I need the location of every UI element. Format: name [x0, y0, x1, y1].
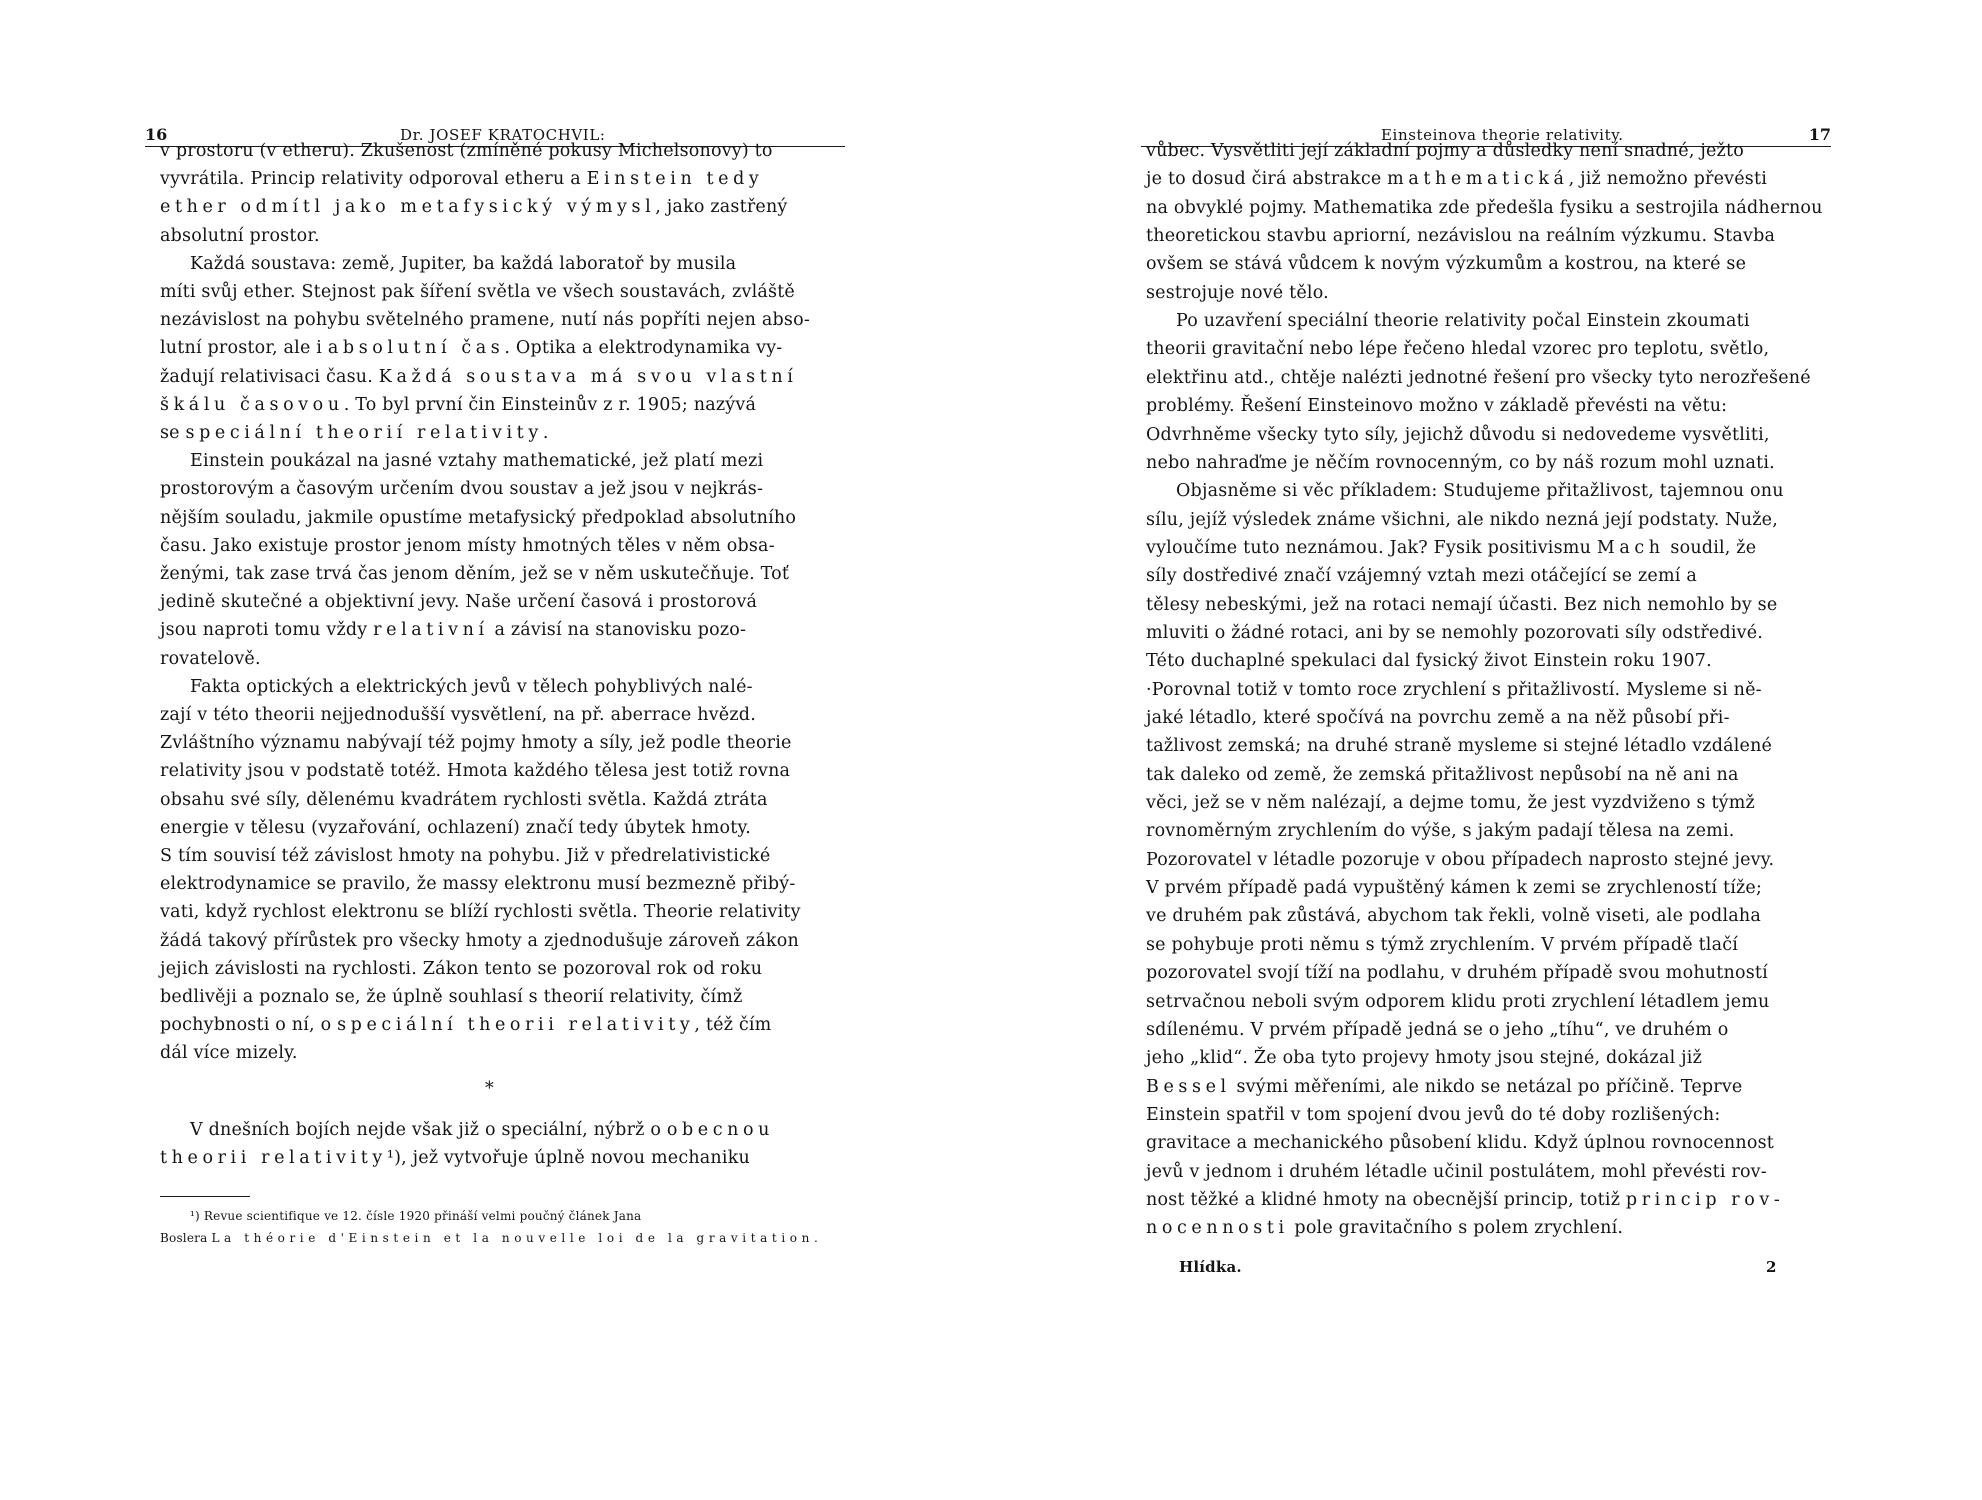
text-line: sestrojuje nové tělo. [1146, 282, 1329, 303]
text-line: theorii relativity¹), jež vytvořuje úplně novou mechaniku [160, 1148, 750, 1169]
text-line: věci, jež se v něm nalézají, a dejme tomu, že jest vyzdviženo s týmž [1146, 793, 1755, 814]
running-title: Einsteinova theorie relativity. [1381, 126, 1624, 144]
text-line: pochybnosti o ní, o speciální theorii relativity, též čím [160, 1015, 772, 1036]
text-line: relativity jsou v podstatě totéž. Hmota každého tělesa jest totiž rovna [160, 761, 791, 782]
text-line: absolutní prostor. [160, 225, 320, 246]
text-line: V prvém případě padá vypuštěný kámen k zemi se zrychleností tíže; [1146, 878, 1763, 899]
text-line: tak daleko od země, že zemská přitažlivost nepůsobí na ně ani na [1146, 764, 1739, 785]
running-title: Dr. JOSEF KRATOCHVIL: [400, 126, 606, 144]
text-line: mluviti o žádné rotaci, ani by se nemohly pozorovati síly odstředivé. [1146, 622, 1764, 643]
text-line: se pohybuje proti němu s týmž zrychlením. V prvém případě tlačí [1146, 934, 1739, 955]
text-line: Zvláštního významu nabývají též pojmy hmoty a síly, jež podle theorie [160, 733, 792, 754]
text-line: jejich závislosti na rychlosti. Zákon tento se pozoroval rok od roku [160, 958, 763, 979]
text-line: theoretickou stavbu apriorní, nezávislou na reálním výzkumu. Stavba [1146, 226, 1776, 247]
text-line: v prostoru (v etheru). Zkušenost (zmíněné pokusy Michelsonovy) to [160, 141, 773, 161]
text-line: jeho „klid“. Že oba tyto projevy hmoty jsou stejné, dokázal již [1146, 1048, 1703, 1069]
text-line: elektrodynamice se pravilo, že massy elektronu musí bezmezně přibý- [160, 874, 796, 895]
text-line: zají v této theorii nejjednodušší vysvětlení, na př. aberrace hvězd. [160, 705, 756, 725]
text-line: Fakta optických a elektrických jevů v tělech pohyblivých nalé- [190, 676, 753, 697]
footnote-line: Boslera La théorie d'Einstein et la nouvelle loi de la gravitation. [160, 1231, 818, 1245]
text-line: S tím souvisí též závislost hmoty na pohybu. Již v předrelativistické [160, 846, 771, 866]
text-line: theorii gravitační nebo lépe řečeno hledal vzorec pro teplotu, světlo, [1146, 339, 1770, 360]
text-line: jsou naproti tomu vždy relativní a závisí na stanovisku pozo- [160, 620, 747, 641]
text-line: rovatelově. [160, 648, 261, 669]
text-line: vůbec. Vysvětliti její základní pojmy a důsledky není snadné, ježto [1146, 141, 1744, 161]
text-line: míti svůj ether. Stejnost pak šíření světla ve všech soustavách, zvláště [160, 282, 795, 302]
text-line: nebo nahraďme je něčím rovnocenným, co by náš rozum mohl uznati. [1146, 452, 1775, 473]
text-line: žádá takový přírůstek pro všecky hmoty a zjednodušuje zároveň zákon [160, 930, 799, 951]
text-line: ·Porovnal totiž v tomto roce zrychlení s přitažlivostí. Mysleme si ně- [1146, 679, 1762, 700]
text-line: pozorovatel svojí tíží na podlahu, v druhém případě svou mohutností [1146, 963, 1768, 984]
text-line: lutní prostor, ale i absolutní čas. Optika a elektrodynamika vy- [160, 338, 783, 359]
text-line: Bessel svými měřeními, ale nikdo se netázal po příčině. Teprve [1146, 1076, 1743, 1097]
text-line: vati, když rychlost elektronu se blíží rychlosti světla. Theorie relativity [160, 902, 801, 923]
right-page [991, 0, 1982, 1500]
text-line: Objasněme si věc příkladem: Studujeme přitažlivost, tajemnou onu [1176, 481, 1784, 502]
sheet-number: 2 [1766, 1258, 1777, 1276]
text-line: obsahu své síly, dělenému kvadrátem rychlosti světla. Každá ztráta [160, 789, 768, 810]
text-line: V dnešních bojích nejde však již o speciální, nýbrž o obecnou [190, 1120, 775, 1140]
text-line: vyloučíme tuto neznámou. Jak? Fysik positivismu Mach soudil, že [1146, 537, 1757, 558]
text-line: rovnoměrným zrychlením do výše, s jakým padají tělesa na zemi. [1146, 821, 1735, 842]
text-line: sílu, jejíž výsledek známe všichni, ale nikdo nezná její podstaty. Nuže, [1146, 509, 1778, 530]
text-line: nost těžké a klidné hmoty na obecnější princip, totiž princip rov- [1146, 1189, 1785, 1210]
text-line: jedině skutečné a objektivní jevy. Naše určení časová i prostorová [160, 592, 758, 613]
text-line: sdílenému. V prvém případě jedná se o jeho „tíhu“, ve druhém o [1146, 1019, 1729, 1040]
footnote-line: ¹) Revue scientifique ve 12. čísle 1920 přináší velmi poučný článek Jana [190, 1209, 642, 1223]
text-line: Einstein poukázal na jasné vztahy mathematické, jež platí mezi [190, 451, 764, 472]
text-line: gravitace a mechanického působení klidu. Když úplnou rovnocennost [1146, 1133, 1774, 1154]
text-line: Pozorovatel v létadle pozoruje v obou případech naprosto stejné jevy. [1146, 849, 1775, 870]
text-line: Odvrhněme všecky tyto síly, jejichž důvodu si nedovedeme vysvětliti, [1146, 424, 1770, 445]
text-line: setrvačnou neboli svým odporem klidu proti zrychlení létadlem jemu [1146, 991, 1770, 1012]
text-line: nezávislost na pohybu světelného pramene, nutí nás popříti nejen abso- [160, 310, 810, 331]
text-line: elektřinu atd., chtěje nalézti jednotné řešení pro všecky tyto nerozřešené [1146, 367, 1811, 388]
text-line: ve druhém pak zůstává, abychom tak řekli, volně viseti, ale podlaha [1146, 906, 1761, 927]
footnote-rule [160, 1196, 250, 1197]
text-line: vyvrátila. Princip relativity odporoval etheru a Einstein tedy [160, 169, 764, 190]
text-line: Této duchaplné spekulaci dal fysický život Einstein roku 1907. [1146, 651, 1712, 672]
text-line: energie v tělesu (vyzařování, ochlazení) značí tedy úbytek hmoty. [160, 817, 752, 838]
text-line: na obvyklé pojmy. Mathematika zde předešla fysiku a sestrojila nádhernou [1146, 197, 1823, 218]
text-line: nějším souladu, jakmile opustíme metafysický předpoklad absolutního [160, 507, 797, 528]
text-line: prostorovým a časovým určením dvou soustav a jež jsou v nejkrás- [160, 479, 764, 500]
text-line: tažlivost zemská; na druhé straně mysleme si stejné létadlo vzdálené [1146, 736, 1773, 757]
text-line: ženými, tak zase trvá čas jenom děním, jež se v něm uskutečňuje. Toť [160, 564, 790, 584]
text-line: je to dosud čirá abstrakce mathematická, již nemožno převésti [1146, 169, 1768, 190]
text-line: Einstein spatřil v tom spojení dvou jevů do té doby rozlišených: [1146, 1104, 1721, 1125]
text-line: žadují relativisaci času. Každá soustava má svou vlastní [160, 366, 798, 387]
text-line: tělesy nebeskými, jež na rotaci nemají účasti. Bez nich nemohlo by se [1146, 594, 1778, 615]
text-line: ovšem se stává vůdcem k novým výzkumům a kostrou, na které se [1146, 254, 1747, 275]
text-line: jevů v jednom i druhém létadle učinil postulátem, mohl převésti rov- [1146, 1161, 1767, 1182]
text-line: dál více mizely. [160, 1043, 298, 1064]
signature-mark: Hlídka. [1179, 1258, 1242, 1276]
text-line: Každá soustava: země, Jupiter, ba každá laboratoř by musila [190, 253, 737, 274]
section-separator: * [485, 1079, 494, 1099]
text-line: síly dostředivé značí vzájemný vztah mezi otáčející se zemí a [1146, 566, 1697, 587]
text-line: škálu časovou. To byl první čin Einsteinův z r. 1905; nazývá [160, 394, 757, 415]
page-number: 16 [145, 125, 168, 144]
text-line: času. Jako existuje prostor jenom místy hmotných těles v něm obsa- [160, 535, 775, 556]
text-line: ether odmítl jako metafysický výmysl, jako zastřený [160, 197, 788, 218]
text-line: jaké létadlo, které spočívá na povrchu země a na něž působí při- [1146, 708, 1730, 728]
text-line: se speciální theorií relativity. [160, 423, 549, 443]
page-number: 17 [1808, 125, 1831, 144]
text-line: nocennosti pole gravitačního s polem zrychlení. [1146, 1218, 1624, 1239]
text-line: bedlivěji a poznalo se, že úplně souhlasí s theorií relativity, čímž [160, 987, 743, 1007]
text-line: Po uzavření speciální theorie relativity počal Einstein zkoumati [1176, 311, 1750, 332]
text-line: problémy. Řešení Einsteinovo možno v základě převésti na větu: [1146, 396, 1728, 417]
